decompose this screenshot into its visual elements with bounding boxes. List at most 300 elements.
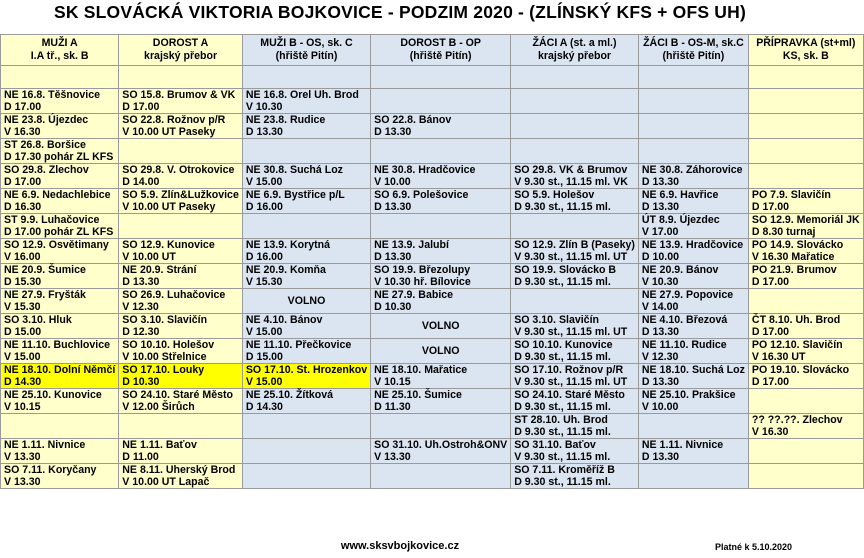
empty-cell (119, 66, 243, 89)
match-time: D 17.00 (751, 201, 790, 213)
match-opponent: SO 5.9. Holešov (514, 189, 595, 201)
match-opponent: NE 27.9. Popovice (641, 289, 734, 301)
match-cell-muzi-b (242, 414, 370, 439)
match-cell-dorost-b (371, 164, 511, 189)
empty-cell (242, 66, 370, 89)
match-opponent: VOLNO (421, 320, 460, 332)
match-cell-dorost-b (371, 214, 511, 239)
match-time: D 15.30 (4, 276, 42, 288)
match-opponent: SO 3.10. Slavičín (122, 314, 208, 326)
empty-cell (371, 66, 511, 89)
match-cell-muzi-a (1, 139, 119, 164)
match-opponent: SO 31.10. Uh.Ostroh&ONV (374, 439, 508, 451)
table-row (1, 264, 864, 289)
spacer-row (1, 66, 864, 89)
match-cell-zaci-b (638, 439, 748, 464)
match-cell-muzi-a (1, 214, 119, 239)
match-cell-dorost-a (119, 314, 243, 339)
match-time: V 10.00 UT (122, 251, 176, 263)
match-time: V 15.00 (245, 326, 283, 338)
match-cell-muzi-a (1, 264, 119, 289)
match-time: V 10.15 (374, 376, 411, 388)
header-zaci-b (638, 35, 748, 66)
match-opponent: SO 24.10. Staré Město (514, 389, 625, 401)
match-opponent: ST 28.10. Uh. Brod (514, 414, 608, 426)
match-opponent: PO 14.9. Slovácko (751, 239, 844, 251)
match-time: V 16.30 Mařatice (751, 251, 835, 263)
header-line-1: DOROST B - OP (400, 37, 481, 49)
match-opponent: SO 12.9. Memoriál JK (751, 214, 860, 226)
match-cell-pripravka (748, 464, 863, 489)
match-cell-pripravka (748, 414, 863, 439)
match-opponent: NE 8.11. Uherský Brod (122, 464, 236, 476)
match-cell-zaci-a (511, 89, 639, 114)
match-opponent: SO 17.10. Rožnov p/R (514, 364, 624, 376)
match-cell-pripravka (748, 114, 863, 139)
match-cell-pripravka (748, 314, 863, 339)
match-cell-dorost-a (119, 239, 243, 264)
match-cell-dorost-a (119, 414, 243, 439)
match-opponent: NE 6.9. Bystřice p/L (245, 189, 345, 201)
match-time: D 13.30 (641, 201, 679, 213)
match-cell-muzi-a (1, 189, 119, 214)
match-time: D 13.30 (374, 201, 412, 213)
match-opponent: SO 17.10. St. Hrozenkov (245, 364, 368, 376)
match-cell-zaci-b (638, 214, 748, 239)
match-time: D 12.30 (122, 326, 160, 338)
match-time: D 13.30 (374, 126, 412, 138)
header-muzi-b (242, 35, 370, 66)
match-opponent: PO 7.9. Slavičín (751, 189, 831, 201)
match-cell-zaci-b (638, 264, 748, 289)
match-opponent: SO 3.10. Slavičín (514, 314, 599, 326)
match-time: V 10.15 (4, 401, 41, 413)
match-time: D 17.30 pohár ZL KFS (4, 151, 114, 163)
match-time: D 17.00 (122, 101, 160, 113)
header-line-2: I.A tř., sk. B (30, 50, 89, 62)
match-cell-zaci-b (638, 189, 748, 214)
match-cell-dorost-b (371, 289, 511, 314)
match-cell-muzi-a (1, 364, 119, 389)
match-opponent: NE 20.9. Bánov (641, 264, 719, 276)
match-time: V 16.30 (4, 126, 41, 138)
match-time: V 13.30 (4, 476, 41, 488)
header-line-1: MUŽI A (41, 37, 78, 49)
match-opponent: SO 19.9. Slovácko B (514, 264, 617, 276)
match-opponent: NE 6.9. Havřice (641, 189, 719, 201)
match-opponent: NE 30.8. Záhorovice (641, 164, 743, 176)
match-time: D 14.30 (4, 376, 42, 388)
match-time: D 9.30 st., 11.15 ml. (514, 351, 611, 363)
header-muzi-a (1, 35, 119, 66)
page-title: SK SLOVÁCKÁ VIKTORIA BOJKOVICE - PODZIM 2020 - (ZLÍNSKÝ KFS + OFS UH) (53, 2, 746, 22)
match-cell-zaci-b (638, 239, 748, 264)
table-row (1, 139, 864, 164)
match-cell-dorost-b (371, 414, 511, 439)
website-link[interactable]: www.sksvbojkovice.cz (340, 540, 460, 552)
match-cell-pripravka (748, 439, 863, 464)
match-cell-muzi-b (242, 264, 370, 289)
table-row (1, 414, 864, 439)
match-opponent: SO 6.9. Polešovice (374, 189, 469, 201)
match-cell-dorost-b (371, 339, 511, 364)
match-time: D 17.00 (4, 101, 42, 113)
match-cell-zaci-a (511, 289, 639, 314)
match-cell-zaci-a (511, 314, 639, 339)
match-opponent: NE 11.10. Rudice (641, 339, 727, 351)
match-cell-dorost-a (119, 139, 243, 164)
match-time: V 10.30 hř. Bílovice (374, 276, 471, 288)
match-time: D 17.00 pohár ZL KFS (4, 226, 114, 238)
match-opponent: ST 9.9. Luhačovice (4, 214, 100, 226)
match-opponent: NE 25.10. Žítková (245, 389, 333, 401)
table-row (1, 364, 864, 389)
header-row (1, 35, 864, 66)
match-opponent: SO 22.8. Rožnov p/R (122, 114, 226, 126)
match-time: D 13.30 (641, 326, 679, 338)
match-cell-zaci-b (638, 89, 748, 114)
header-pripravka (748, 35, 863, 66)
match-cell-muzi-a (1, 464, 119, 489)
table-row (1, 214, 864, 239)
match-time: D 10.00 (641, 251, 679, 263)
match-opponent: SO 7.11. Koryčany (4, 464, 97, 476)
match-cell-dorost-b (371, 464, 511, 489)
match-time: V 15.30 (4, 301, 41, 313)
match-cell-zaci-a (511, 414, 639, 439)
match-opponent: NE 20.9. Šumice (4, 264, 86, 276)
match-cell-muzi-b (242, 164, 370, 189)
match-cell-muzi-a (1, 414, 119, 439)
match-time: D 10.30 (122, 376, 160, 388)
match-cell-muzi-b (242, 139, 370, 164)
match-cell-zaci-b (638, 364, 748, 389)
match-opponent: NE 4.10. Bánov (245, 314, 323, 326)
match-opponent: SO 10.10. Holešov (122, 339, 215, 351)
match-opponent: PO 21.9. Brumov (751, 264, 837, 276)
match-time: V 13.30 (4, 451, 41, 463)
header-line-1: MUŽI B - OS, sk. C (260, 37, 353, 49)
match-time: V 16.00 (4, 251, 41, 263)
match-opponent: SO 10.10. Kunovice (514, 339, 613, 351)
match-cell-muzi-a (1, 239, 119, 264)
match-time: D 9.30 st., 11.15 ml. (514, 476, 611, 488)
match-opponent: PO 19.10. Slovácko (751, 364, 850, 376)
table-row (1, 314, 864, 339)
match-time: V 15.30 (245, 276, 283, 288)
match-cell-muzi-b (242, 289, 370, 314)
header-line-2: (hřiště Pitín) (275, 50, 338, 62)
match-cell-dorost-b (371, 439, 511, 464)
match-time: V 12.30 (641, 351, 679, 363)
match-time: V 12.00 Širůch (122, 401, 195, 413)
match-time: D 9.30 st., 11.15 ml. (514, 201, 611, 213)
match-time: D 13.30 (641, 176, 679, 188)
match-time: V 16.30 UT (751, 351, 806, 363)
match-time: V 9.30 st., 11.15 ml. VK (514, 176, 628, 188)
match-time: V 15.00 (4, 351, 41, 363)
header-line-2: krajský přebor (538, 50, 612, 62)
match-cell-muzi-b (242, 89, 370, 114)
match-opponent: NE 18.10. Dolní Němčí (4, 364, 116, 376)
match-cell-dorost-b (371, 314, 511, 339)
match-opponent: SO 31.10. Baťov (514, 439, 596, 451)
match-time: D 8.30 turnaj (751, 226, 816, 238)
match-cell-dorost-a (119, 214, 243, 239)
match-time: D 16.00 (245, 251, 283, 263)
match-cell-muzi-b (242, 114, 370, 139)
match-time: V 9.30 st., 11.15 ml. UT (514, 326, 628, 338)
header-line-1: ŽÁCI A (st. a ml.) (532, 37, 617, 49)
match-opponent: SO 19.9. Březolupy (374, 264, 471, 276)
match-cell-muzi-b (242, 314, 370, 339)
match-cell-dorost-b (371, 364, 511, 389)
match-cell-dorost-b (371, 114, 511, 139)
match-cell-zaci-a (511, 439, 639, 464)
header-line-1: DOROST A (152, 37, 209, 49)
match-cell-muzi-b (242, 189, 370, 214)
header-line-2: (hřiště Pitín) (409, 50, 472, 62)
match-time: V 9.30 st., 11.15 ml. UT (514, 251, 628, 263)
match-cell-zaci-b (638, 464, 748, 489)
match-cell-zaci-a (511, 189, 639, 214)
empty-cell (511, 66, 639, 89)
match-opponent: NE 1.11. Nivnice (4, 439, 86, 451)
match-cell-dorost-a (119, 89, 243, 114)
match-opponent: ?? ??.??. Zlechov (751, 414, 843, 426)
match-opponent: SO 26.9. Luhačovice (122, 289, 226, 301)
match-opponent: NE 25.10. Prakšice (641, 389, 736, 401)
match-opponent: SO 29.8. Zlechov (4, 164, 89, 176)
match-time: D 11.00 (122, 451, 159, 463)
match-time: V 10.00 (641, 401, 679, 413)
match-cell-dorost-b (371, 389, 511, 414)
match-opponent: SO 12.9. Zlín B (Paseky) (514, 239, 635, 251)
match-cell-dorost-a (119, 289, 243, 314)
match-cell-zaci-a (511, 389, 639, 414)
match-cell-zaci-b (638, 114, 748, 139)
match-opponent: NE 27.9. Babice (374, 289, 454, 301)
match-time: V 10.00 UT Lapač (122, 476, 210, 488)
match-opponent: SO 22.8. Bánov (374, 114, 452, 126)
match-opponent: ST 26.8. Boršice (4, 139, 86, 151)
match-time: V 10.30 (245, 101, 283, 113)
match-cell-dorost-b (371, 264, 511, 289)
match-cell-pripravka (748, 264, 863, 289)
header-line-1: ŽÁCI B - OS-M, sk.C (643, 37, 744, 49)
match-cell-dorost-a (119, 439, 243, 464)
table-row (1, 189, 864, 214)
match-opponent: NE 16.8. Orel Uh. Brod (245, 89, 359, 101)
match-opponent: NE 11.10. Buchlovice (4, 339, 110, 351)
match-time: V 10.30 (641, 276, 679, 288)
match-time: D 15.00 (245, 351, 283, 363)
match-cell-muzi-b (242, 364, 370, 389)
match-time: D 13.30 (641, 451, 679, 463)
match-time: V 10.00 Střelnice (122, 351, 207, 363)
match-time: D 16.30 (4, 201, 42, 213)
match-cell-zaci-a (511, 264, 639, 289)
match-opponent: NE 4.10. Březová (641, 314, 728, 326)
header-line-2: (hřiště Pitín) (662, 50, 725, 62)
match-cell-zaci-a (511, 239, 639, 264)
match-opponent: SO 12.9. Osvětimany (4, 239, 109, 251)
match-cell-muzi-a (1, 114, 119, 139)
match-cell-muzi-b (242, 214, 370, 239)
match-time: V 13.30 (374, 451, 411, 463)
match-cell-muzi-b (242, 464, 370, 489)
table-row (1, 439, 864, 464)
table-row (1, 389, 864, 414)
match-opponent: SO 12.9. Kunovice (122, 239, 215, 251)
match-cell-muzi-a (1, 339, 119, 364)
header-zaci-a (511, 35, 639, 66)
match-cell-dorost-a (119, 339, 243, 364)
match-time: D 10.30 (374, 301, 412, 313)
match-opponent: NE 30.8. Hradčovice (374, 164, 476, 176)
match-cell-pripravka (748, 289, 863, 314)
match-cell-muzi-a (1, 314, 119, 339)
match-opponent: SO 3.10. Hluk (4, 314, 72, 326)
match-cell-zaci-b (638, 414, 748, 439)
empty-cell (638, 66, 748, 89)
table-row (1, 239, 864, 264)
match-opponent: NE 13.9. Hradčovice (641, 239, 744, 251)
match-opponent: NE 27.9. Fryšták (4, 289, 86, 301)
header-line-2: KS, sk. B (782, 50, 829, 62)
match-opponent: ÚT 8.9. Újezdec (641, 214, 720, 226)
match-cell-zaci-b (638, 139, 748, 164)
match-opponent: SO 7.11. Kroměříž B (514, 464, 615, 476)
match-time: D 17.00 (751, 326, 790, 338)
empty-cell (1, 66, 119, 89)
match-time: V 15.00 (245, 176, 283, 188)
match-cell-muzi-b (242, 439, 370, 464)
match-opponent: NE 13.9. Jalubí (374, 239, 449, 251)
match-opponent: NE 20.9. Komňa (245, 264, 326, 276)
match-opponent: SO 24.10. Staré Město (122, 389, 233, 401)
match-time: D 9.30 st., 11.15 ml. (514, 426, 611, 438)
match-cell-pripravka (748, 164, 863, 189)
match-opponent: NE 18.10. Suchá Loz (641, 364, 745, 376)
schedule-table (0, 34, 864, 489)
match-opponent: NE 23.8. Újezdec (4, 114, 89, 126)
match-cell-pripravka (748, 389, 863, 414)
match-cell-dorost-a (119, 114, 243, 139)
match-cell-muzi-b (242, 339, 370, 364)
match-cell-zaci-a (511, 164, 639, 189)
match-opponent: NE 16.8. Těšnovice (4, 89, 100, 101)
match-opponent: SO 5.9. Zlín&Lužkovice (122, 189, 239, 201)
match-cell-muzi-a (1, 89, 119, 114)
match-time: D 14.00 (122, 176, 160, 188)
match-time: D 13.30 (374, 251, 412, 263)
match-cell-zaci-b (638, 164, 748, 189)
match-cell-zaci-a (511, 339, 639, 364)
valid-date: Platné k 5.10.2020 (714, 542, 792, 552)
match-time: V 10.00 UT Paseky (122, 201, 216, 213)
match-time: D 9.30 st., 11.15 ml. (514, 401, 611, 413)
match-opponent: NE 13.9. Korytná (245, 239, 331, 251)
match-time: V 9.30 st., 11.15 ml. UT (514, 376, 628, 388)
header-line-1: PŘÍPRAVKA (st+ml) (756, 37, 856, 49)
table-row (1, 164, 864, 189)
match-cell-zaci-a (511, 214, 639, 239)
match-cell-zaci-a (511, 114, 639, 139)
match-opponent: NE 1.11. Nivnice (641, 439, 724, 451)
match-time: V 10.00 UT Paseky (122, 126, 216, 138)
match-opponent: NE 11.10. Přečkovice (245, 339, 352, 351)
match-cell-zaci-a (511, 464, 639, 489)
match-cell-pripravka (748, 139, 863, 164)
match-time: D 13.30 (122, 276, 160, 288)
match-cell-dorost-b (371, 239, 511, 264)
match-opponent: VOLNO (421, 345, 460, 357)
match-cell-dorost-a (119, 464, 243, 489)
match-time: D 13.30 (641, 376, 679, 388)
match-time: V 14.00 (641, 301, 679, 313)
match-cell-dorost-a (119, 364, 243, 389)
match-opponent: VOLNO (287, 295, 326, 307)
match-time: V 10.00 (374, 176, 411, 188)
match-cell-pripravka (748, 214, 863, 239)
match-time: D 16.00 (245, 201, 283, 213)
match-opponent: NE 6.9. Nedachlebice (4, 189, 111, 201)
match-opponent: NE 1.11. Baťov (122, 439, 197, 451)
table-row (1, 339, 864, 364)
match-cell-pripravka (748, 364, 863, 389)
match-cell-dorost-b (371, 189, 511, 214)
table-row (1, 114, 864, 139)
match-cell-dorost-b (371, 89, 511, 114)
match-cell-muzi-a (1, 439, 119, 464)
header-dorost-b (371, 35, 511, 66)
match-opponent: PO 12.10. Slavičín (751, 339, 843, 351)
match-time: D 9.30 st., 11.15 ml. (514, 276, 611, 288)
match-cell-pripravka (748, 89, 863, 114)
table-row (1, 289, 864, 314)
match-time: D 15.00 (4, 326, 42, 338)
match-cell-dorost-a (119, 164, 243, 189)
match-time: V 17.00 (641, 226, 679, 238)
match-time: V 9.30 st., 11.15 ml. (514, 451, 611, 463)
match-cell-zaci-b (638, 314, 748, 339)
match-time: D 17.00 (751, 376, 790, 388)
table-row (1, 89, 864, 114)
match-opponent: NE 20.9. Strání (122, 264, 197, 276)
match-time: D 11.30 (374, 401, 411, 413)
match-opponent: NE 23.8. Rudice (245, 114, 326, 126)
match-cell-zaci-b (638, 289, 748, 314)
match-cell-muzi-a (1, 164, 119, 189)
match-cell-pripravka (748, 339, 863, 364)
match-cell-dorost-a (119, 189, 243, 214)
match-cell-muzi-b (242, 239, 370, 264)
match-opponent: SO 15.8. Brumov & VK (122, 89, 236, 101)
match-time: D 13.30 (245, 126, 283, 138)
match-opponent: ČT 8.10. Uh. Brod (751, 314, 841, 326)
header-dorost-a (119, 35, 243, 66)
match-cell-zaci-a (511, 364, 639, 389)
match-opponent: SO 29.8. VK & Brumov (514, 164, 628, 176)
match-time: V 12.30 (122, 301, 159, 313)
match-cell-zaci-a (511, 139, 639, 164)
table-row (1, 464, 864, 489)
match-cell-zaci-b (638, 389, 748, 414)
header-line-2: krajský přebor (144, 50, 218, 62)
match-time: D 17.00 (4, 176, 42, 188)
match-time: V 16.30 (751, 426, 789, 438)
